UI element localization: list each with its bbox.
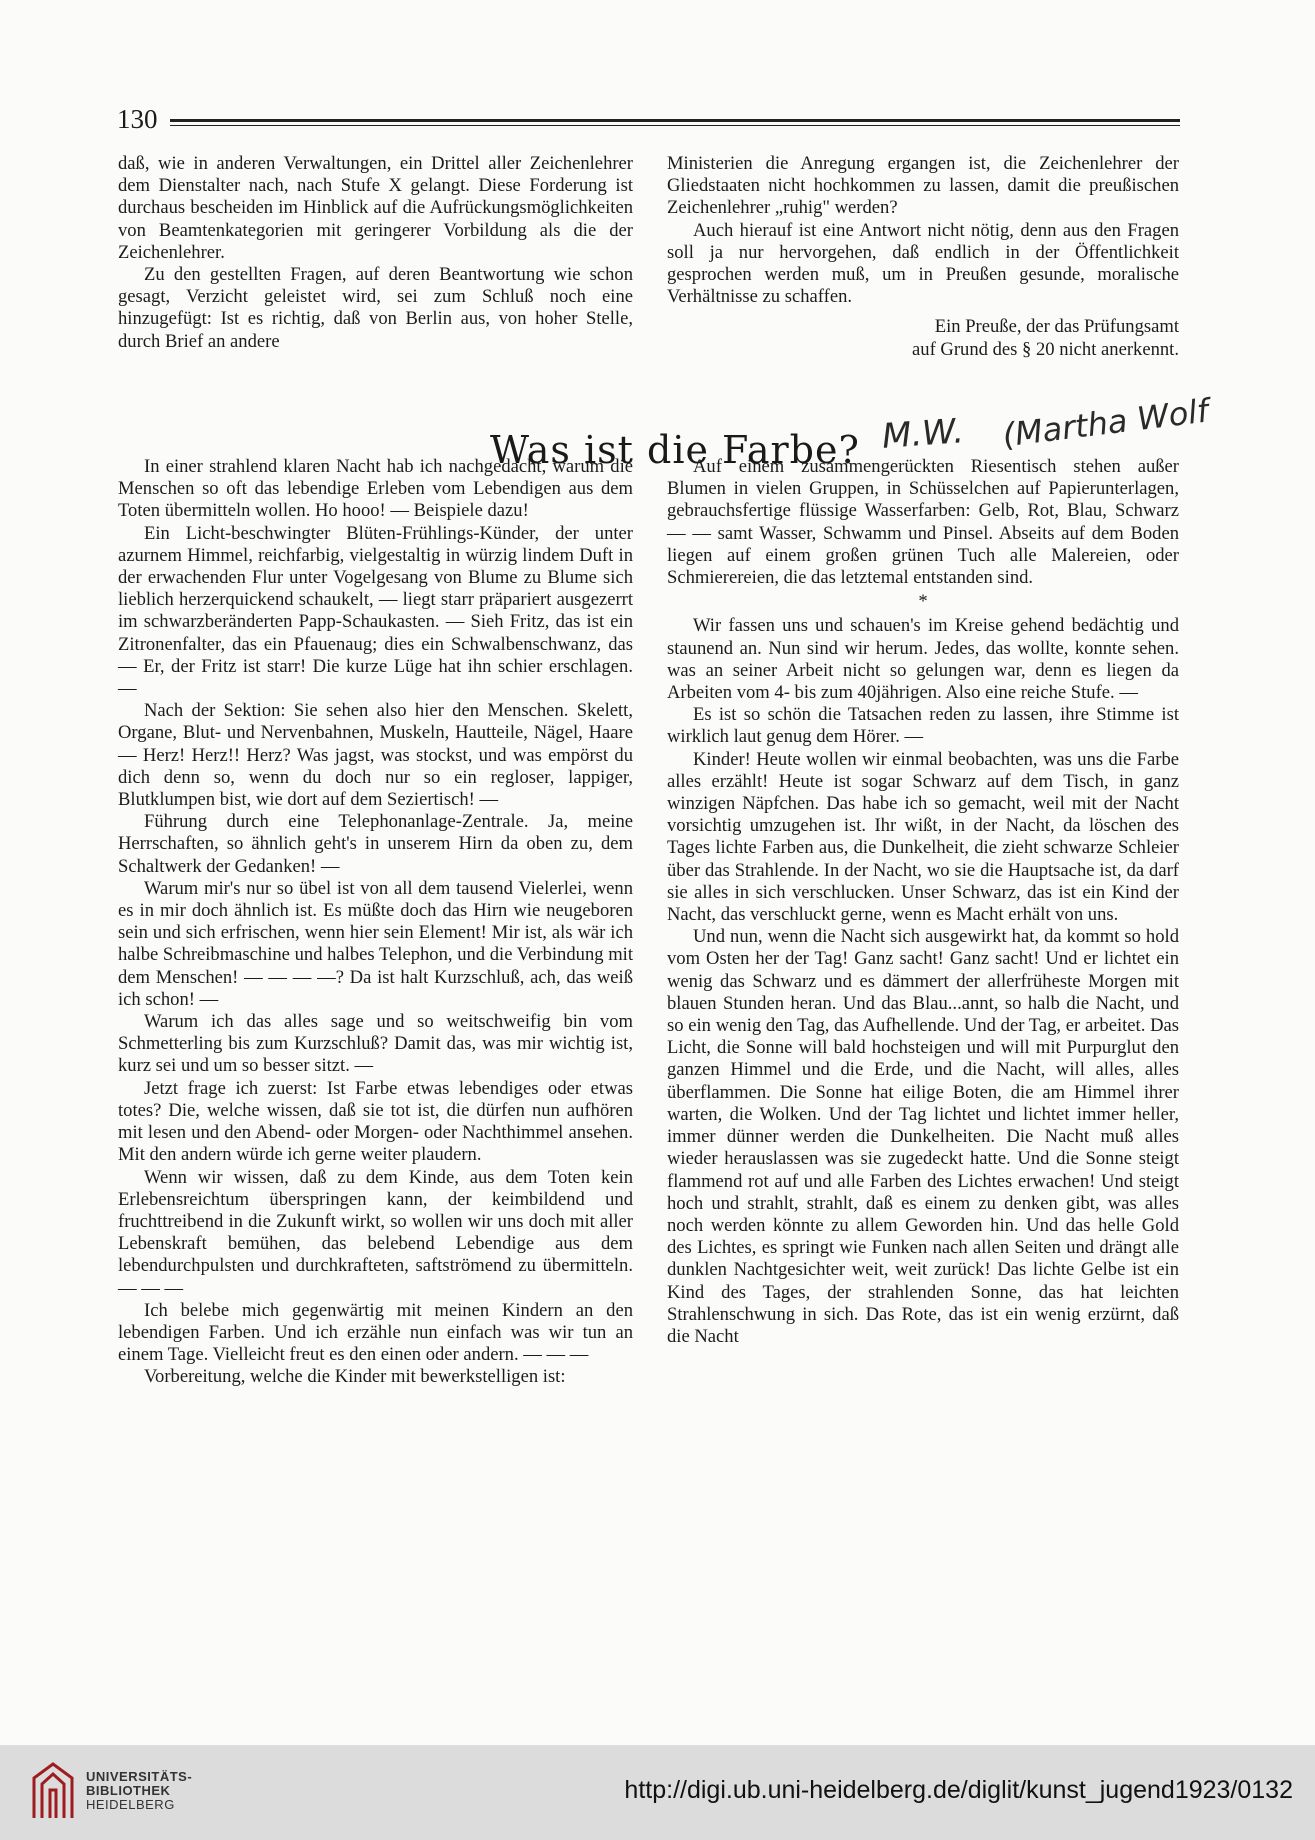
article-left-column [118,456,633,1389]
paragraph: Zu den gestellten Fragen, auf deren Beantwortung wie schon gesagt, Verzicht geleistet wird, sei zum Schluß noch eine hinzugefügt: Ist es richtig, daß von Berlin aus, von hoher Stelle, durch Brief an andere [118,264,633,352]
paragraph: Auch hierauf ist eine Antwort nicht nötig, denn aus den Fragen soll ja nur hervorgehen, daß endlich in der Öffentlichkeit gesprochen werden muß, um in Preußen gesunde, moralische Verhältnisse zu schaffen. [667,219,1179,308]
paragraph: Nach der Sektion: Sie sehen also hier den Menschen. Skelett, Organe, Blut- und Nervenbahnen, Muskeln, Hautteile, Nägel, Haare — Herz! Herz!! Herz? Was jagst, was stockst, und was empörst du dich denn so, wenn du doch nur so ein regloser, lappiger, Blutklumpen bist, wie dort auf dem Seziertisch! — [118,700,633,811]
header-rule-thin [170,125,1180,126]
library-name-line: HEIDELBERG [86,1797,175,1812]
prev-article-left-column [118,153,633,353]
signature-line: Ein Preuße, der das Prüfungsamt [934,316,1179,338]
library-logo-icon [30,1760,76,1822]
page-number: 130 [117,104,158,134]
paragraph: Führung durch eine Telephonanlage-Zentrale. Ja, meine Herrschaften, so ähnlich geht's in unserem Hirn da oben zu, dem Schaltwerk der Gedanken! — [118,811,633,877]
paragraph: Vorbereitung, welche die Kinder mit bewerkstelligen ist: [144,1366,566,1388]
prev-article-right-column [667,153,1179,361]
paragraph: Wenn wir wissen, daß zu dem Kinde, aus dem Toten kein Erlebensreichtum überspringen kann, der keimbildend und fruchttreibend in die Zukunft wirkt, so wollen wir uns doch mit aller Lebenskraft bemühen, das belebend Lebendige aus dem lebendurchpulsten und durchkrafteten, saftströmend zu übermitteln. — — — [118,1166,633,1299]
source-url-link[interactable]: http://digi.ub.uni-heidelberg.de/diglit/kunst_jugend1923/0132 [624,1776,1293,1804]
library-name-line: BIBLIOTHEK [86,1783,171,1798]
paragraph: Ich belebe mich gegenwärtig mit meinen Kindern an den lebendigen Farben. Und ich erzähle nun einfach was wir tun an einem Tage. Vielleicht freut es den einen oder andern. — — — [118,1299,633,1366]
article-title: Was ist die Farbe? [490,428,860,472]
paragraph: Warum mir's nur so übel ist von all dem tausend Vielerlei, wenn es in mir doch ähnlich ist. Es müßte doch das Hirn wie neugeboren sein und sich erfrischen, wenn hier sein Element! Mir ist, als wär ich halbe Schreibmaschine und halbes Telephon, und die Verbindung mit dem Menschen! — — — —? Da ist halt Kurzschluß, ach, das weiß ich schon! — [118,877,633,1010]
paragraph: daß, wie in anderen Verwaltungen, ein Drittel aller Zeichenlehrer dem Dienstalter nach, nach Stufe X gelangt. Diese Forderung ist durchaus bescheiden im Hinblick auf die Aufrückungsmöglichkeiten von Beamtenkategorien mit geringerer Vorbildung als die der Zeichenlehrer. [118,153,633,263]
paragraph: Warum ich das alles sage und so weitschweifig bin vom Schmetterling bis zum Kurzschluß? Damit das, was mir wichtig ist, kurz sei und um so besser sitzt. — [118,1011,633,1077]
paragraph: Und nun, wenn die Nacht sich ausgewirkt hat, da kommt so hold vom Osten her der Tag! Ganz sacht! Ganz sacht! Und er lichtet ein wenig das Schwarz und es dämmert der allerfrüheste Morgen mit blauen Stunden heran. Und das Blau...annt, so halb die Nacht, und so ein wenig den Tag, das Aufhellende. Und der Tag, er arbeitet. Das Licht, die Sonne will bald hochsteigen und will mit Purpurglut den ganzen Himmel und die Erde, und die Nacht, will alles, alles überflammen. Die Sonne hat eilige Boten, die am Himmel ihrer warten, die Wolken. Und der Tag lichtet und lichtet immer heller, immer dünner werden die Dunkelheiten. Die Nacht muß alles wieder herauslassen was sie zugedeckt hatte. Und die Sonne steigt flammend rot auf und alle Farben des Lichtes erwachen! Und steigt hoch und strahlt, strahlt, daß es einem zu denken gibt, was alles noch werden könnte zu allem Geworden hin. Und das helle Gold des Lichtes, es springt wie Funken nach allen Seiten und drängt alle dunklen Nachtgesichter weit, weit zurück! Das lichte Gelbe ist ein Kind des Tages, der strahlenden Sonne, das hat leichten Strahlenschwung in sich. Das Rote, das ist ein wenig erzürnt, daß die Nacht [667,926,1179,1347]
library-name [86,1770,192,1812]
article-right-column [667,456,1179,1348]
paragraph: Ein Licht-beschwingter Blüten-Frühlings-Künder, der unter azurnem Himmel, reichfarbig, vielgestaltig in würzig lindem Duft in der erwachenden Flur unter Vogelgesang von Blume zu Blume sich lieblich herzerquickend schaukelt, — liegt starr präpariert ausgezerrt im schwarzberänderten Papp-Schaukasten. — Sieh Fritz, das ist ein Zitronenfalter, das ein Pfauenaug; dies ein Schwalbenschwanz, das — Er, der Fritz ist starr! Die kurze Lüge hat ihn schier erschlagen. — [118,522,633,700]
paragraph: In einer strahlend klaren Nacht hab ich nachgedacht, warum die Menschen so oft das lebendige Erleben vom Lebendigen aus dem Toten übermitteln wollen. Ho hooo! — Beispiele dazu! [118,456,633,522]
paragraph: Kinder! Heute wollen wir einmal beobachten, was uns die Farbe alles erzählt! Heute ist sogar Schwarz auf dem Tisch, in ganz winzigen Näpfchen. Das habe ich so gemacht, weil mit der Nacht vorsichtig umzugehen ist. Ihr wißt, in der Nacht, da löschen des Tages lichte Farben aus, die Dunkelheit, die zieht schwarze Schleier über das Strahlende. In der Nacht, wo sie die Hauptsache ist, da darf sie alles in sich verschlucken. Unser Schwarz, das ist ein Kind der Nacht, das verschluckt gerne, wenn es Macht erhält von uns. [667,748,1179,926]
paragraph: Ministerien die Anregung ergangen ist, die Zeichenlehrer der Gliedstaaten nicht hochkommen zu lassen, damit die preußischen Zeichenlehrer „ruhig" werden? [667,153,1179,219]
handwritten-author-name: (Martha Wolf [1000,391,1211,455]
paragraph: Wir fassen uns und schauen's im Kreise gehend bedächtig und staunend an. Nun sind wir herum. Jedes, das wollte, konnte sehen. was an seiner Arbeit nicht so gelungen war, denn es liegen da Arbeiten vom 4- bis zum 40jährigen. Also eine reiche Stufe. — [667,615,1179,704]
signature-line: auf Grund des § 20 nicht anerkennt. [912,338,1179,360]
paragraph: Jetzt frage ich zuerst: Ist Farbe etwas lebendiges oder etwas totes? Die, welche wissen, daß sie tot ist, die dürfen nun aufhören mit lesen und den Abend- oder Morgen- oder Nachthimmel ansehen. Mit den andern würde ich gerne weiter plaudern. [118,1077,633,1166]
handwritten-initials: M.W. [880,411,966,457]
paragraph: Es ist so schön die Tatsachen reden zu lassen, ihre Stimme ist wirklich laut genug dem Hörer. — [667,704,1179,748]
paragraph: Auf einem zusammengerückten Riesentisch stehen außer Blumen in vielen Gruppen, in Schüsselchen auf Papierunterlagen, gebrauchsfertige flüssige Wasserfarben: Gelb, Rot, Blau, Schwarz — — samt Wasser, Schwamm und Pinsel. Abseits auf dem Boden liegen auf einem großen grünen Tuch alle Malereien, oder Schmierereien, die das letztemal entstanden sind. [667,456,1179,589]
library-name-line: UNIVERSITÄTS- [86,1769,193,1784]
header-rule [170,119,1180,122]
section-separator: * [918,591,928,613]
